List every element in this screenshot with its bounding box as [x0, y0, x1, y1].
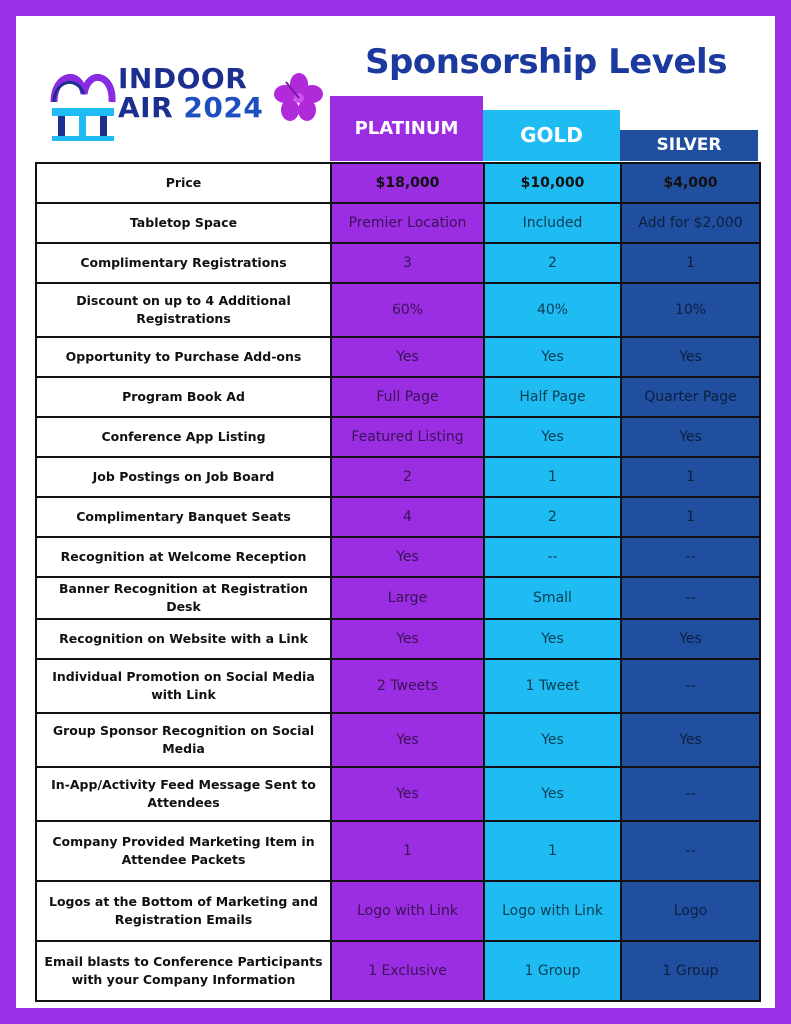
platinum-cell: Logo with Link	[331, 881, 484, 941]
platinum-cell: $18,000	[331, 163, 484, 203]
silver-header: SILVER	[620, 130, 758, 161]
platinum-cell: Yes	[331, 537, 484, 577]
logo-text	[118, 64, 263, 122]
silver-cell: Add for $2,000	[621, 203, 760, 243]
row-label: Complimentary Banquet Seats	[36, 497, 331, 537]
hibiscus-flower-icon	[274, 72, 324, 122]
gold-cell: 1	[484, 821, 621, 881]
gold-header: GOLD	[483, 110, 620, 161]
row-label: Banner Recognition at Registration Desk	[36, 577, 331, 619]
row-label: Program Book Ad	[36, 377, 331, 417]
row-label: Email blasts to Conference Participants with your Company Information	[36, 941, 331, 1001]
silver-cell: 10%	[621, 283, 760, 337]
logo-year: 2024	[183, 91, 264, 124]
table-row	[36, 713, 760, 767]
gold-cell: Yes	[484, 337, 621, 377]
gold-cell: Yes	[484, 713, 621, 767]
gold-cell: Yes	[484, 619, 621, 659]
row-label: Price	[36, 163, 331, 203]
silver-cell: Yes	[621, 337, 760, 377]
row-label: Conference App Listing	[36, 417, 331, 457]
platinum-header: PLATINUM	[330, 96, 483, 161]
silver-cell: --	[621, 821, 760, 881]
table-row	[36, 337, 760, 377]
indoor-air-logo	[46, 64, 336, 154]
gold-cell: Yes	[484, 767, 621, 821]
gold-cell: Yes	[484, 417, 621, 457]
page-title: Sponsorship Levels	[365, 42, 727, 82]
row-label: Company Provided Marketing Item in Attendee Packets	[36, 821, 331, 881]
silver-cell: --	[621, 659, 760, 713]
table-row	[36, 821, 760, 881]
table-row	[36, 283, 760, 337]
sponsorship-table	[35, 162, 761, 1002]
logo-air: AIR	[118, 91, 174, 124]
platinum-cell: Premier Location	[331, 203, 484, 243]
silver-cell: $4,000	[621, 163, 760, 203]
silver-cell: 1	[621, 497, 760, 537]
table-row	[36, 941, 760, 1001]
platinum-cell: 4	[331, 497, 484, 537]
row-label: Recognition at Welcome Reception	[36, 537, 331, 577]
silver-cell: --	[621, 767, 760, 821]
platinum-cell: Featured Listing	[331, 417, 484, 457]
gold-cell: --	[484, 537, 621, 577]
platinum-cell: 2	[331, 457, 484, 497]
platinum-cell: Yes	[331, 619, 484, 659]
gold-cell: 1 Tweet	[484, 659, 621, 713]
table-row	[36, 457, 760, 497]
silver-cell: Yes	[621, 417, 760, 457]
table-row	[36, 243, 760, 283]
table-row	[36, 537, 760, 577]
logo-line1: INDOOR	[118, 62, 248, 95]
row-label: Tabletop Space	[36, 203, 331, 243]
table-row	[36, 497, 760, 537]
silver-cell: --	[621, 537, 760, 577]
gold-cell: 2	[484, 497, 621, 537]
table-row	[36, 881, 760, 941]
silver-cell: 1	[621, 243, 760, 283]
gold-cell: 1 Group	[484, 941, 621, 1001]
table-row	[36, 417, 760, 457]
platinum-cell: Full Page	[331, 377, 484, 417]
silver-cell: 1	[621, 457, 760, 497]
logo-mark-icon	[46, 64, 118, 144]
platinum-cell: Yes	[331, 767, 484, 821]
silver-cell: Yes	[621, 713, 760, 767]
gold-cell: Half Page	[484, 377, 621, 417]
row-label: Group Sponsor Recognition on Social Media	[36, 713, 331, 767]
table-row	[36, 577, 760, 619]
silver-cell: Logo	[621, 881, 760, 941]
row-label: Complimentary Registrations	[36, 243, 331, 283]
row-label: Discount on up to 4 Additional Registrations	[36, 283, 331, 337]
row-label: Opportunity to Purchase Add-ons	[36, 337, 331, 377]
table-row	[36, 619, 760, 659]
gold-cell: Small	[484, 577, 621, 619]
silver-cell: Quarter Page	[621, 377, 760, 417]
row-label: Individual Promotion on Social Media with Link	[36, 659, 331, 713]
platinum-cell: 1 Exclusive	[331, 941, 484, 1001]
gold-cell: Logo with Link	[484, 881, 621, 941]
gold-cell: $10,000	[484, 163, 621, 203]
silver-cell: --	[621, 577, 760, 619]
silver-cell: Yes	[621, 619, 760, 659]
gold-cell: Included	[484, 203, 621, 243]
platinum-cell: 60%	[331, 283, 484, 337]
table-row	[36, 659, 760, 713]
row-label: In-App/Activity Feed Message Sent to Attendees	[36, 767, 331, 821]
table-row	[36, 203, 760, 243]
table-row	[36, 163, 760, 203]
page	[16, 16, 775, 1008]
gold-cell: 40%	[484, 283, 621, 337]
platinum-cell: 2 Tweets	[331, 659, 484, 713]
row-label: Job Postings on Job Board	[36, 457, 331, 497]
row-label: Logos at the Bottom of Marketing and Registration Emails	[36, 881, 331, 941]
platinum-cell: Yes	[331, 337, 484, 377]
table-row	[36, 767, 760, 821]
silver-cell: 1 Group	[621, 941, 760, 1001]
gold-cell: 2	[484, 243, 621, 283]
platinum-cell: Large	[331, 577, 484, 619]
logo-line2	[118, 93, 263, 122]
platinum-cell: Yes	[331, 713, 484, 767]
platinum-cell: 1	[331, 821, 484, 881]
row-label: Recognition on Website with a Link	[36, 619, 331, 659]
gold-cell: 1	[484, 457, 621, 497]
table-row	[36, 377, 760, 417]
platinum-cell: 3	[331, 243, 484, 283]
